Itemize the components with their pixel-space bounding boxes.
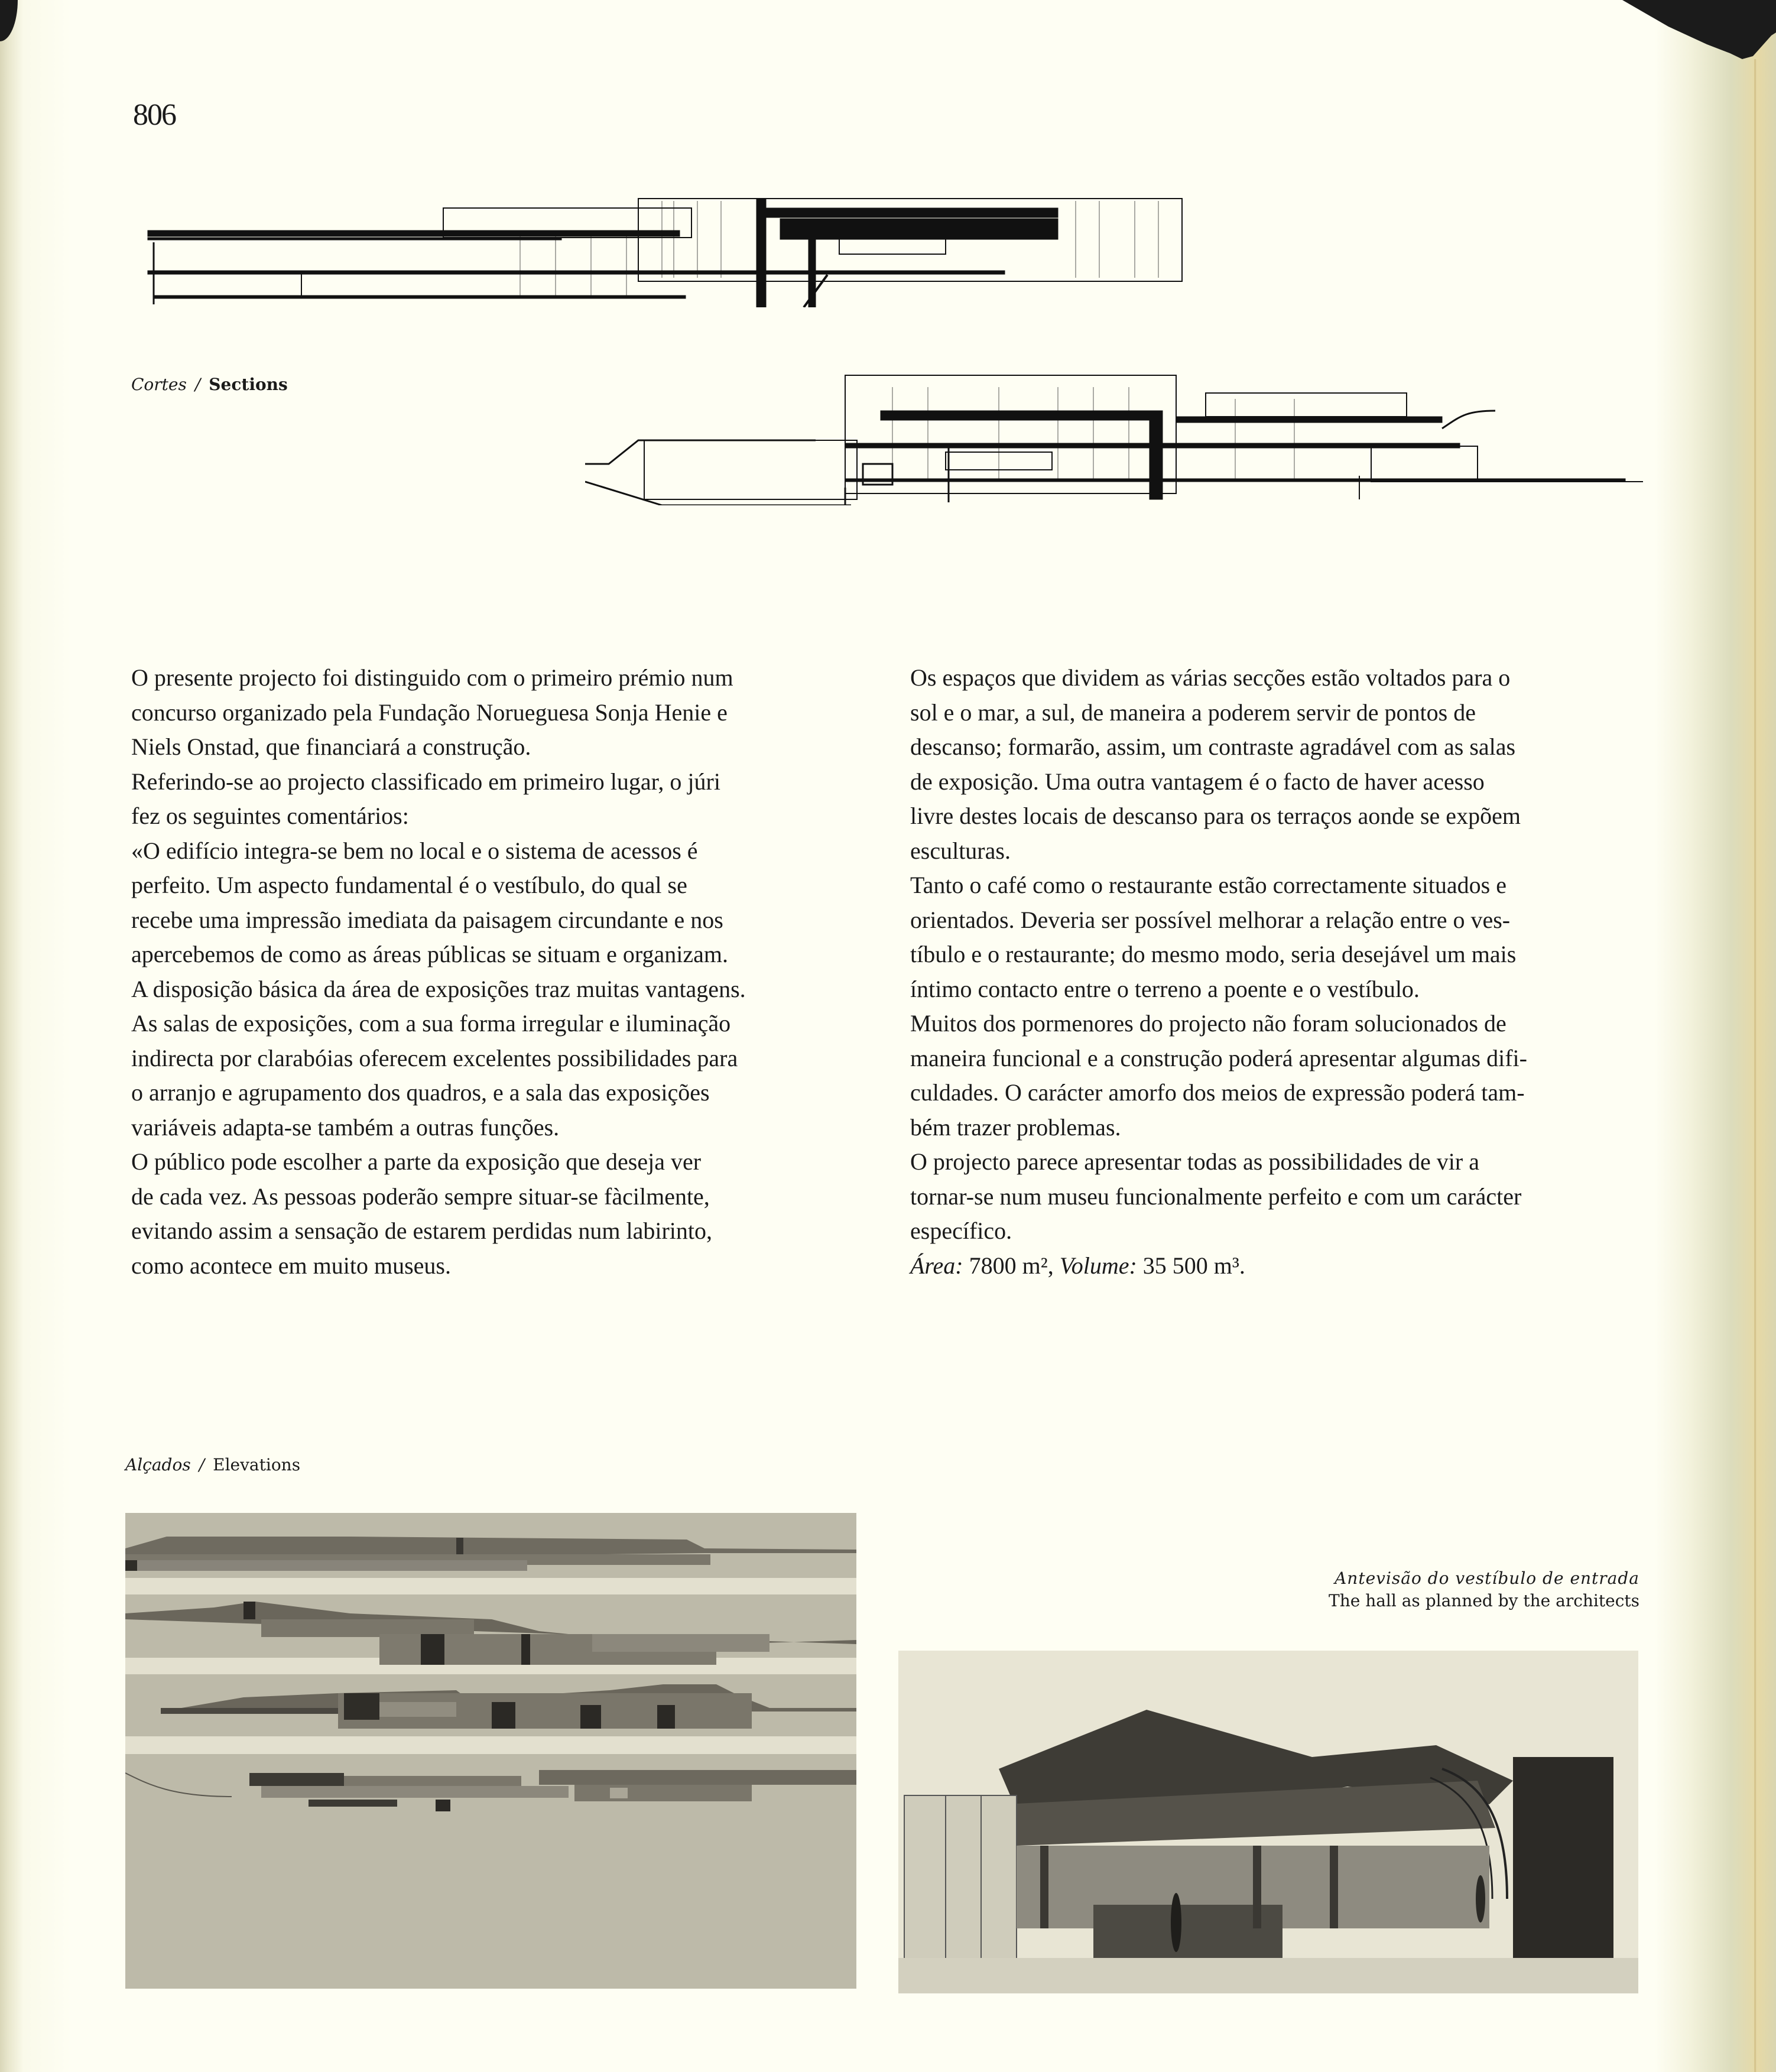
- text-line: tornar-se num museu funcionalmente perfeito e com um carácter: [910, 1183, 1522, 1210]
- elevations-rendering: [125, 1513, 856, 1989]
- text-line: livre destes locais de descanso para os terraços aonde se expõem: [910, 803, 1521, 829]
- terrain-line: [585, 482, 851, 505]
- person-figure: [1171, 1893, 1181, 1952]
- text-line: maneira funcional e a construção poderá apresentar algumas difi-: [910, 1044, 1527, 1071]
- text-line: fez os seguintes comentários:: [131, 803, 409, 829]
- beam: [762, 208, 1058, 217]
- roof-slab: [881, 411, 1158, 420]
- hall-perspective-image: [898, 1651, 1638, 1993]
- text-line: culdades. O carácter amorfo dos meios de expressão poderá tam-: [910, 1079, 1525, 1106]
- text-line: recebe uma impressão imediata da paisagem circundante e nos: [131, 906, 723, 933]
- text-line: de exposição. Uma outra vantagem é o facto de haver acesso: [910, 768, 1485, 795]
- text-line: específico.: [910, 1217, 1012, 1244]
- hall-caption-pt: Antevisão do vestíbulo de entrada: [1335, 1568, 1639, 1588]
- person-figure: [1476, 1875, 1485, 1922]
- section-drawing-top: [142, 195, 1188, 307]
- text-line: Tanto o café como o restaurante estão correctamente situados e: [910, 872, 1506, 898]
- page-fold-shadow: [1754, 59, 1756, 2072]
- article-text-right-column: [910, 661, 1644, 1283]
- left-wall: [904, 1795, 1017, 1961]
- text-line: As salas de exposições, com a sua forma irregular e iluminação: [131, 1010, 731, 1037]
- text-line: O projecto parece apresentar todas as possibilidades de vir a: [910, 1148, 1479, 1175]
- light-band: [125, 1736, 856, 1754]
- text-line: evitando assim a sensação de estarem perdidas num labirinto,: [131, 1217, 713, 1244]
- text-line: variáveis adapta-se também a outras funções.: [131, 1113, 560, 1141]
- text-line: sol e o mar, a sul, de maneira a poderem servir de pontos de: [910, 699, 1476, 726]
- elevations-caption-pt: Alçados: [125, 1455, 191, 1475]
- text-line: o arranjo e agrupamento dos quadros, e a sala das exposições: [131, 1079, 710, 1106]
- sections-caption-pt: Cortes: [131, 375, 187, 394]
- text-line: Niels Onstad, que financiará a construção.: [131, 733, 531, 760]
- text-line: indirecta por clarabóias oferecem excelentes possibilidades para: [131, 1044, 738, 1071]
- tall-block: [845, 375, 1176, 493]
- terrain-line: [585, 440, 816, 464]
- terrain-curve: [1442, 411, 1495, 428]
- area-label: Área:: [910, 1252, 963, 1279]
- text-line: bém trazer problemas.: [910, 1113, 1121, 1141]
- volume-label: Volume:: [1059, 1252, 1137, 1279]
- terrace-block: [1371, 446, 1478, 482]
- text-line: orientados. Deveria ser possível melhorar a relação entre o ves-: [910, 906, 1511, 933]
- hall-caption: [1212, 1567, 1639, 1612]
- core-column: [1150, 411, 1163, 499]
- elevations-caption: [125, 1455, 300, 1475]
- roof-slab: [1176, 417, 1442, 423]
- roof-slab: [148, 230, 680, 236]
- text-line: A disposição básica da área de exposições traz muitas vantagens.: [131, 975, 746, 1002]
- right-wall: [1513, 1757, 1613, 1970]
- text-line: descanso; formarão, assim, um contraste agradável com as salas: [910, 733, 1516, 760]
- area-volume-stats: [910, 1249, 1644, 1284]
- column: [1330, 1846, 1338, 1928]
- text-line: apercebemos de como as áreas públicas se situam e organizam.: [131, 941, 728, 967]
- text-line: de cada vez. As pessoas poderão sempre situar-se fàcilmente,: [131, 1183, 710, 1210]
- column: [1253, 1846, 1261, 1928]
- text-line: Referindo-se ao projecto classificado em primeiro lugar, o júri: [131, 768, 720, 795]
- text-line: concurso organizado pela Fundação Norueguesa Sonja Henie e: [131, 699, 728, 726]
- elevations-image: [125, 1513, 856, 1989]
- upper-volume: [1206, 393, 1407, 417]
- area-value: 7800 m²,: [969, 1252, 1054, 1279]
- text-line: tíbulo e o restaurante; do mesmo modo, seria desejável um mais: [910, 941, 1517, 967]
- text-line: como acontece em muito museus.: [131, 1252, 451, 1279]
- article-text-left-column: [131, 661, 865, 1283]
- text-line: O presente projecto foi distinguido com o primeiro prémio num: [131, 664, 733, 691]
- page-number: 806: [133, 98, 176, 132]
- hall-caption-en: The hall as planned by the architects: [1329, 1591, 1639, 1610]
- column: [1040, 1846, 1048, 1928]
- text-line: Muitos dos pormenores do projecto não foram solucionados de: [910, 1010, 1506, 1037]
- volume-value: 35 500 m³.: [1142, 1252, 1245, 1279]
- text-line: esculturas.: [910, 837, 1011, 864]
- text-line: perfeito. Um aspecto fundamental é o vestíbulo, do qual se: [131, 872, 687, 898]
- sections-caption-en: Sections: [209, 375, 288, 394]
- sections-caption: [131, 375, 288, 394]
- floor: [898, 1958, 1638, 1993]
- text-line: O público pode escolher a parte da exposição que deseja ver: [131, 1148, 702, 1175]
- section-drawing-bottom: [585, 363, 1643, 505]
- caption-separator: /: [199, 1455, 205, 1475]
- scan-background-corner: [0, 0, 18, 41]
- text-line: Os espaços que dividem as várias secções estão voltados para o: [910, 664, 1511, 691]
- page-curl-corner: [1622, 0, 1776, 59]
- floor-slab: [148, 271, 1005, 274]
- elevations-caption-en: Elevations: [213, 1455, 301, 1475]
- text-line: íntimo contacto entre o terreno a poente e o vestíbulo.: [910, 975, 1420, 1002]
- floor-slab: [154, 295, 686, 298]
- basement-volume: [644, 440, 857, 499]
- caption-separator: /: [194, 375, 201, 394]
- hall-sketch: [898, 1651, 1638, 1993]
- light-band: [125, 1578, 856, 1594]
- text-line: «O edifício integra-se bem no local e o sistema de acessos é: [131, 837, 698, 864]
